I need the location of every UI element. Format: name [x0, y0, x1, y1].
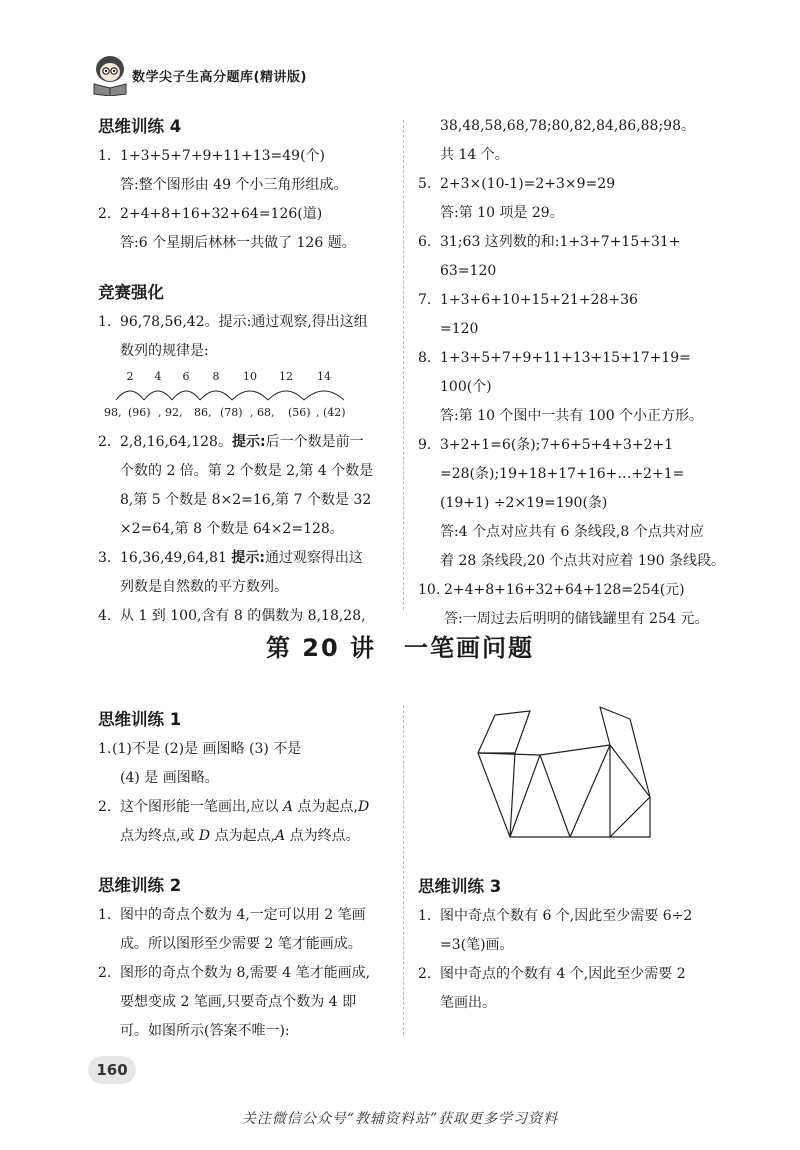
- mascot-reading-icon: [88, 52, 132, 96]
- answer-line: =28(条);19+18+17+16+…+2+1=: [440, 466, 685, 482]
- answer-line: 2+4+8+16+32+64+128=254(元): [444, 582, 685, 598]
- list-item: [418, 960, 718, 1018]
- item-number: 1.: [98, 314, 112, 330]
- hint-label: 提示:: [231, 434, 266, 450]
- item-number: 10.: [418, 582, 441, 598]
- point-label: A: [282, 799, 294, 815]
- term-label: , (42): [316, 406, 346, 419]
- answer-line: 96,78,56,42。提示:通过观察,得出这组: [120, 314, 368, 330]
- point-label: D: [198, 828, 211, 844]
- book-title: 数学尖子生高分题库(精讲版): [132, 70, 307, 85]
- answer-line: 1+3+5+7+9+11+13+15+17+19=: [440, 350, 691, 366]
- item-number: 3.: [98, 550, 112, 566]
- list-item: [418, 431, 726, 576]
- answer-line: 3+2+1=6(条);7+6+5+4+3+2+1: [440, 437, 674, 453]
- column-divider-bottom: [403, 705, 404, 1035]
- footer-note: 关注微信公众号“教辅资料站”获取更多学习资料: [241, 1111, 559, 1127]
- arc-mark: [268, 391, 304, 400]
- answer-line: 列数是自然数的平方数列。: [120, 579, 288, 595]
- answer-text: 后一个数是前一: [265, 434, 364, 450]
- left-column-top: [98, 112, 398, 631]
- figure-edge: [540, 745, 610, 755]
- list-item: [98, 544, 398, 602]
- one-stroke-figure: [470, 705, 690, 840]
- diff-label: 14: [317, 370, 331, 383]
- answer-line: 从 1 到 100,含有 8 的偶数为 8,18,28,: [120, 608, 366, 624]
- list-item: [418, 344, 718, 431]
- answer-line: (4) 是 画图略。: [120, 770, 219, 786]
- figure-quad: [478, 711, 530, 753]
- diff-label: 6: [182, 370, 190, 383]
- answer-text: 16,36,49,64,81: [120, 550, 232, 566]
- list-item: [418, 286, 718, 344]
- answer-text: 这个图形能一笔画出,应以: [120, 799, 283, 815]
- answer-line: 2+4+8+16+32+64=126(道): [120, 206, 323, 222]
- answer-line: 答:整个图形由 49 个小三角形组成。: [120, 177, 348, 193]
- diff-label: 10: [243, 370, 257, 383]
- list-item: [418, 902, 718, 960]
- arc-mark: [116, 391, 144, 400]
- term-label: 98,: [104, 406, 122, 419]
- answer-line: 答:第 10 个图中一共有 100 个小正方形。: [440, 408, 704, 424]
- answer-line: 8,第 5 个数是 8×2=16,第 7 个数是 32: [120, 492, 372, 508]
- answer-line: 38,48,58,68,78;80,82,84,86,88;98。: [440, 118, 695, 134]
- list-item: [98, 308, 398, 366]
- term-label: , 68,: [250, 406, 275, 419]
- list-item: [98, 602, 398, 631]
- term-label: 86,: [194, 406, 212, 419]
- item-number: 9.: [418, 437, 432, 453]
- item-number: 2.: [418, 966, 432, 982]
- answer-line: 可。如图所示(答案不唯一):: [120, 1023, 290, 1039]
- answer-line: 要想变成 2 笔画,只要奇点个数为 4 即: [120, 994, 357, 1010]
- section-title-siwei-1: 思维训练 1: [98, 710, 182, 729]
- section-title-siwei-2: 思维训练 2: [98, 876, 182, 895]
- answer-line: 个数的 2 倍。第 2 个数是 2,第 4 个数是: [120, 463, 374, 479]
- term-label: (96): [128, 406, 151, 419]
- answer-text: 点为终点,或: [120, 828, 199, 844]
- diff-label: 2: [126, 370, 134, 383]
- answer-line: ×2=64,第 8 个数是 64×2=128。: [120, 521, 344, 537]
- answer-line: 答:4 个点对应共有 6 条线段,8 个点共对应: [440, 524, 704, 540]
- list-item: [98, 200, 398, 258]
- item-number: 5.: [418, 176, 432, 192]
- page-header: [88, 52, 348, 100]
- item-number: 2.: [98, 206, 112, 222]
- right-column-top: [418, 112, 726, 634]
- arc-mark: [172, 391, 200, 400]
- answer-text: 2,8,16,64,128。: [120, 434, 232, 450]
- column-divider-top: [403, 120, 404, 610]
- point-label: D: [357, 799, 370, 815]
- arc-mark: [200, 391, 232, 400]
- answer-line: 答:6 个星期后林林一共做了 126 题。: [120, 235, 356, 251]
- list-item: [98, 793, 398, 851]
- item-number: 2.: [98, 434, 112, 450]
- term-label: (78): [220, 406, 243, 419]
- item-number: 1.: [98, 741, 112, 757]
- answer-line: 答:第 10 项是 29。: [440, 205, 564, 221]
- list-item: [98, 428, 398, 544]
- answer-line: 图中奇点个数有 6 个,因此至少需要 6÷2: [440, 908, 693, 924]
- section-title-siwei-4: 思维训练 4: [98, 117, 182, 136]
- answer-text: 点为起点,: [293, 799, 358, 815]
- answer-line: 1+3+5+7+9+11+13=49(个): [120, 148, 326, 164]
- list-item: [98, 735, 398, 793]
- term-label: , 92,: [158, 406, 183, 419]
- list-item: [418, 170, 718, 228]
- item-number: 8.: [418, 350, 432, 366]
- answer-line: 63=120: [440, 263, 497, 279]
- answer-text: 通过观察得出这: [264, 550, 363, 566]
- hint-label: 提示:: [231, 550, 265, 566]
- list-item: [98, 142, 398, 200]
- page-number: 160: [88, 1056, 136, 1084]
- right-column-bottom: [418, 872, 718, 1018]
- section-title-siwei-3: 思维训练 3: [418, 877, 502, 896]
- chapter-number: 第 20 讲: [265, 634, 377, 662]
- answer-line: 2+3×(10-1)=2+3×9=29: [440, 176, 616, 192]
- figure-edge: [610, 797, 650, 837]
- answer-line: 成。所以图形至少需要 2 笔才能画成。: [120, 936, 362, 952]
- answer-line: 图中奇点的个数有 4 个,因此至少需要 2: [440, 966, 686, 982]
- list-item: [418, 576, 718, 634]
- item-number: 1.: [418, 908, 432, 924]
- chapter-name: 一笔画问题: [404, 634, 535, 662]
- answer-line: 数列的规律是:: [120, 343, 209, 359]
- answer-line: 图中的奇点个数为 4,一定可以用 2 笔画: [120, 907, 366, 923]
- answer-line: 着 28 条线段,20 个点共对应着 190 条线段。: [440, 553, 726, 569]
- answer-line: 100(个): [440, 379, 492, 395]
- term-label: (56): [288, 406, 311, 419]
- item-number: 2.: [98, 965, 112, 981]
- diff-label: 8: [212, 370, 220, 383]
- difference-arc-diagram: [98, 366, 398, 424]
- chapter-title: [0, 628, 800, 663]
- left-column-bottom: [98, 705, 398, 1046]
- item-number: 1.: [98, 148, 112, 164]
- section-title-jingsai: 竞赛强化: [98, 283, 164, 302]
- point-label: A: [275, 828, 286, 844]
- answer-text: 点为终点。: [285, 828, 360, 844]
- answer-line: =3(笔)画。: [440, 937, 514, 953]
- answer-line: (19+1) ÷2×19=190(条): [440, 495, 608, 511]
- list-item: [418, 228, 718, 286]
- figure-inner-lines: [510, 745, 610, 837]
- item-number: 4.: [98, 608, 112, 624]
- arc-mark: [144, 391, 172, 400]
- answer-text: 点为起点,: [210, 828, 276, 844]
- answer-line: 笔画出。: [440, 995, 496, 1011]
- list-item: [98, 959, 398, 1046]
- arc-mark: [232, 391, 268, 400]
- answer-line: 共 14 个。: [440, 147, 509, 163]
- answer-line: =120: [440, 321, 479, 337]
- diff-label: 4: [154, 370, 162, 383]
- answer-line: 31;63 这列数的和:1+3+7+15+31+: [440, 234, 681, 250]
- figure-outline: [478, 753, 650, 837]
- list-item: [98, 901, 398, 959]
- item-number: 1.: [98, 907, 112, 923]
- item-number: 2.: [98, 799, 112, 815]
- item-number: 7.: [418, 292, 432, 308]
- diff-label: 12: [279, 370, 293, 383]
- answer-line: 1+3+6+10+15+21+28+36: [440, 292, 638, 308]
- item-number: 6.: [418, 234, 432, 250]
- answer-line: 答:一周过去后明明的储钱罐里有 254 元。: [444, 611, 709, 627]
- arc-mark: [304, 391, 344, 400]
- answer-line: (1)不是 (2)是 画图略 (3) 不是: [112, 741, 302, 757]
- answer-line: 图形的奇点个数为 8,需要 4 笔才能画成,: [120, 965, 371, 981]
